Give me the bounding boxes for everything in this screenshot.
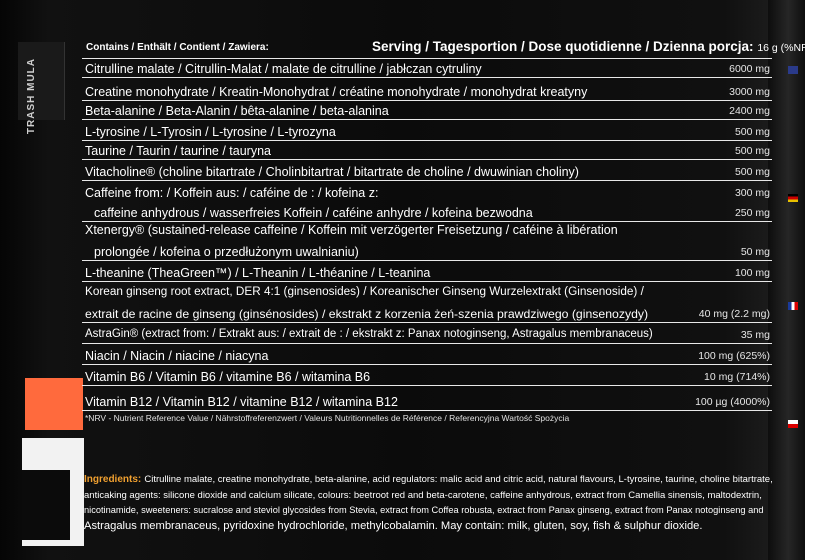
row-name: Vitacholine® (choline bitartrate / Cholinbitartrat / bitartrate de choline / dwuwinian choliny) <box>85 165 579 179</box>
table-row <box>82 119 772 140</box>
table-row <box>82 238 772 260</box>
contents-heading: Contains / Enthält / Contient / Zawiera: <box>86 42 269 53</box>
flag-uk-icon <box>788 66 798 74</box>
ingredients-key: Ingredients: <box>84 474 142 485</box>
row-value: 100 mg (625%) <box>698 350 770 362</box>
nutrition-table <box>82 36 824 429</box>
row-name: Korean ginseng root extract, DER 4:1 (ginsenosides) / Koreanischer Ginseng Wurzelextrakt (Ginsenoside) / <box>85 285 644 298</box>
table-row <box>82 159 772 180</box>
row-name: L-tyrosine / L-Tyrosin / L-tyrosine / L-tyrozyna <box>85 125 336 139</box>
row-name: Vitamin B6 / Vitamin B6 / vitamine B6 / witamina B6 <box>85 370 371 384</box>
flag-pl-icon <box>788 420 798 428</box>
table-row <box>82 300 772 322</box>
table-row <box>82 77 772 100</box>
table-row <box>82 281 772 300</box>
row-name: Niacin / Niacin / niacine / niacyna <box>85 349 269 363</box>
ingredients-line-1: Citrulline malate, creatine monohydrate, beta-alanine, acid regulators: malic acid and citric acid, natural flavours, L-tyrosine, taurine, choline bitartrate, <box>144 474 773 485</box>
table-row <box>82 140 772 159</box>
row-value: 100 mg <box>734 267 770 279</box>
row-value: 50 mg <box>740 246 770 258</box>
row-value: 6000 mg <box>729 63 770 75</box>
row-value: 300 mg <box>734 187 770 199</box>
ingredients-block <box>84 472 774 534</box>
flag-de-icon <box>788 194 798 202</box>
serving-label: Serving / Tagesportion / Dose quotidienne / Dzienna porcja: <box>372 39 754 54</box>
ingredients-line-4: Astragalus membranaceus, pyridoxine hydrochloride, methylcobalamin. May contain: milk, gluten, soy, fish & sulphur dioxide. <box>84 519 703 532</box>
row-name: Xtenergy® (sustained-release caffeine / Koffein mit verzögerter Freisetzung / caféine à libération <box>85 223 618 237</box>
row-value: 250 mg <box>734 207 770 219</box>
dark-graphic <box>22 470 70 540</box>
flag-fr-icon <box>788 302 798 310</box>
row-value: 2400 mg <box>729 105 770 117</box>
row-name: extrait de racine de ginseng (ginsénosides) / ekstrakt z korzenia żeń-szenia prawdziwego (ginsenozydy) <box>85 307 649 321</box>
serving-heading <box>372 39 823 54</box>
table-header <box>82 36 824 58</box>
table-row <box>82 343 772 364</box>
brand-vertical-text: TRASH MULA <box>26 58 37 135</box>
table-row <box>82 58 772 77</box>
table-row <box>82 180 772 201</box>
orange-graphic <box>25 378 83 430</box>
table-rows <box>82 58 772 410</box>
row-value: 35 mg <box>740 329 770 341</box>
table-row <box>82 100 772 119</box>
table-row <box>82 364 772 385</box>
row-name: Creatine monohydrate / Kreatin-Monohydrat / créatine monohydrate / monohydrat kreatyny <box>85 85 588 99</box>
nrv-footnote: *NRV - Nutrient Reference Value / Nährstoffreferenzwert / Valeurs Nutritionnelles de Référence / Referencyjna Wartość Spożycia <box>82 410 772 429</box>
row-name: prolongée / kofeina o przedłużonym uwalnianiu) <box>94 245 359 259</box>
row-value: 500 mg <box>734 145 770 157</box>
table-row <box>82 221 772 238</box>
row-name: caffeine anhydrous / wasserfreies Koffein / caféine anhydre / kofeina bezwodna <box>94 206 533 220</box>
ingredients-line-3: nicotinamide, sweeteners: sucralose and steviol glycosides from Stevia, extract from Coffea robusta, extract from Panax ginseng, extract from Panax notoginseng and <box>84 505 764 515</box>
row-value: 40 mg (2.2 mg) <box>698 308 770 320</box>
table-row <box>82 322 772 343</box>
row-name: Caffeine from: / Koffein aus: / caféine de : / kofeina z: <box>85 186 379 200</box>
row-name: Citrulline malate / Citrullin-Malat / malate de citrulline / jabłczan cytruliny <box>85 62 482 76</box>
row-name: Taurine / Taurin / taurine / tauryna <box>85 144 271 158</box>
right-edge-text <box>788 60 804 540</box>
row-name: L-theanine (TheaGreen™) / L-Theanin / L-théanine / L-teanina <box>85 266 431 280</box>
serving-size: 16 g (%NRV*) <box>757 42 824 54</box>
ingredients-line-2: anticaking agents: silicone dioxide and calcium silicate, colours: beetroot red and beta-carotene, caffeine anhydrous, extract from Camellia sinensis, maltodextrin, <box>84 489 762 501</box>
table-row <box>82 201 772 221</box>
row-value: 500 mg <box>734 126 770 138</box>
row-value: 3000 mg <box>729 86 770 98</box>
table-row <box>82 385 772 410</box>
row-name: AstraGin® (extract from: / Extrakt aus: / extrait de : / ekstrakt z: Panax notoginseng, Astragalus membranaceus) <box>85 328 653 340</box>
row-value: 10 mg (714%) <box>704 371 770 383</box>
row-value: 100 µg (4000%) <box>695 396 770 408</box>
row-name: Beta-alanine / Beta-Alanin / bêta-alanine / beta-alanina <box>85 104 389 118</box>
row-name: Vitamin B12 / Vitamin B12 / vitamine B12 / witamina B12 <box>85 395 398 409</box>
row-value: 500 mg <box>734 166 770 178</box>
table-row <box>82 260 772 281</box>
